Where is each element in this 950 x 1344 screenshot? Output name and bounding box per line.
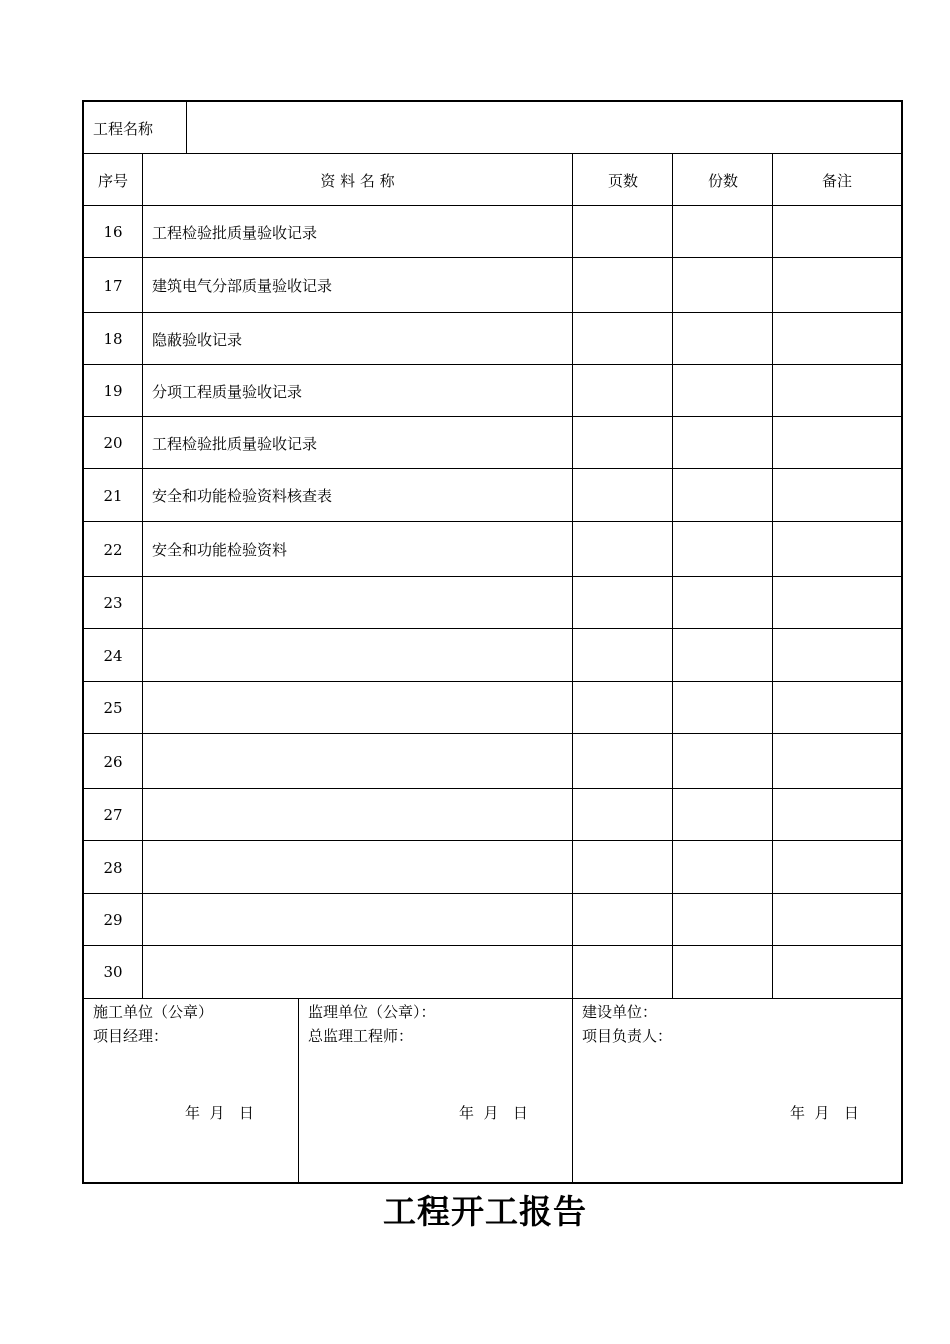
divider [672,154,673,999]
row-document-name [143,894,572,946]
row-document-name [143,577,572,629]
project-leader-label: 项目负责人： [582,1027,673,1045]
row-document-name: 安全和功能检验资料核查表 [152,487,333,505]
row-document-name [143,789,572,841]
divider [186,102,187,154]
project-name-label: 工程名称 [93,119,154,138]
document-title: 工程开工报告 [383,1192,587,1231]
chief-supervisor-label: 总监理工程师： [308,1027,414,1045]
row-number: 18 [103,330,123,348]
col-header-index: 序号 [97,171,128,190]
row-number: 29 [103,911,123,929]
row-document-name: 安全和功能检验资料 [152,541,288,559]
row-number: 28 [103,858,123,877]
row-number: 22 [103,540,123,559]
supervision-date: 年 月 日 [459,1104,528,1122]
row-document-name [143,682,572,734]
supervision-unit-label: 监理单位（公章）： [308,1003,436,1021]
row-document-name: 工程检验批质量验收记录 [152,434,318,453]
supervision-signature-block [308,1000,436,1048]
row-document-name [143,841,572,894]
construction-date: 年 月 日 [185,1104,254,1122]
row-number: 30 [103,963,123,981]
row-number: 27 [103,806,123,824]
row-number: 17 [103,276,123,295]
row-document-name [143,734,572,789]
col-header-pages: 页数 [607,171,638,190]
construction-signature-block [93,1000,213,1048]
divider [572,998,573,1182]
row-number: 20 [103,434,123,452]
document-table [82,100,903,1184]
construction-unit-label: 施工单位（公章） [93,1003,214,1021]
row-number: 16 [103,223,123,241]
row-document-name: 工程检验批质量验收记录 [152,223,318,242]
divider [142,154,143,999]
owner-unit-label: 建设单位： [582,1003,658,1021]
col-header-remarks: 备注 [821,171,852,190]
row-number: 26 [103,752,123,771]
divider [84,998,901,999]
col-header-copies: 份数 [707,171,738,190]
row-document-name: 建筑电气分部质量验收记录 [152,277,333,295]
row-document-name [143,946,572,998]
col-header-name: 资 料 名 称 [320,171,395,190]
divider [572,154,573,999]
row-number: 24 [103,646,123,665]
row-document-name: 分项工程质量验收记录 [152,382,303,401]
divider [772,154,773,999]
row-number: 23 [103,594,123,612]
row-document-name [143,629,572,682]
row-number: 21 [103,486,123,505]
divider [298,998,299,1182]
owner-date: 年 月 日 [790,1104,859,1122]
row-number: 25 [103,699,123,717]
project-name-value [187,102,901,154]
row-number: 19 [103,382,123,400]
project-manager-label: 项目经理： [93,1027,169,1045]
row-document-name: 隐蔽验收记录 [152,330,243,349]
owner-signature-block [582,1000,672,1048]
